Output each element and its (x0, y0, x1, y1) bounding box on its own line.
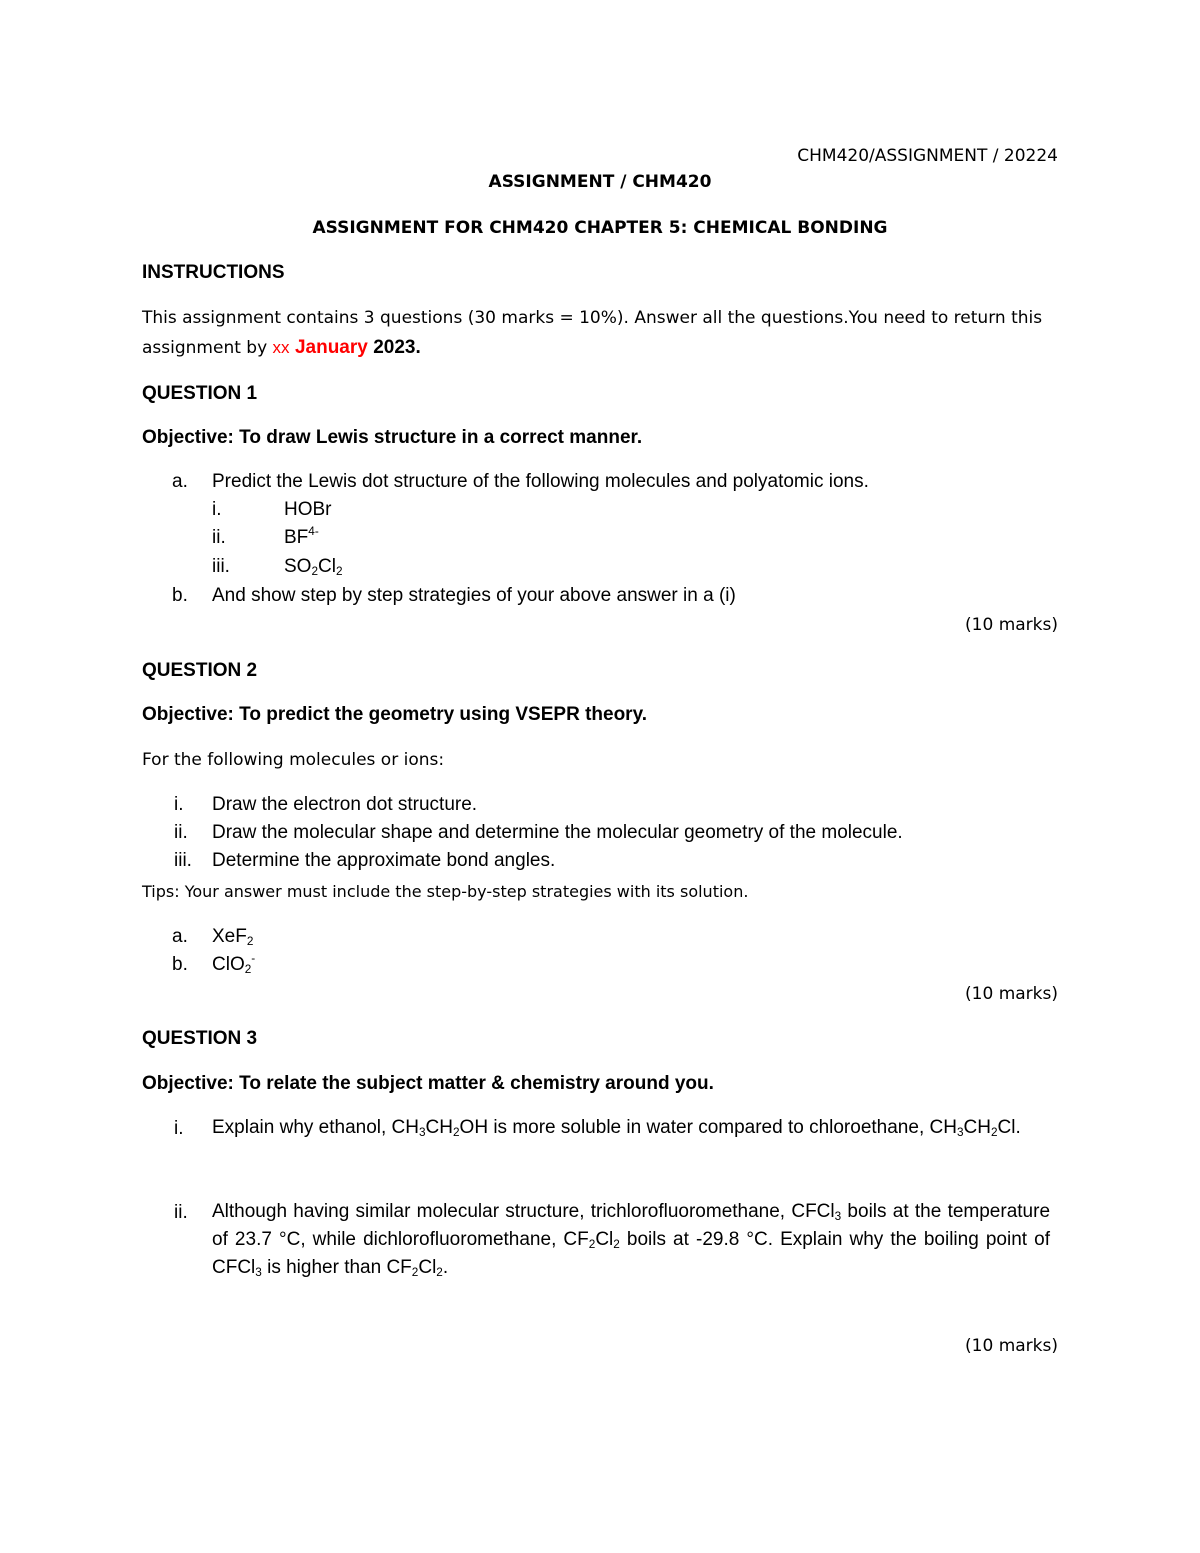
q2-intro: For the following molecules or ions: (142, 750, 445, 770)
q2-a-marker: a. (172, 926, 188, 947)
q1-a-marker: a. (172, 471, 188, 492)
q3-ii-text: Although having similar molecular structure, trichlorofluoromethane, CFCl$_3$ boils at the temperature of 23.7 °C, while dichlorofluoromethane, $CF_2Cl_2$ boils at -29.8 °C. Explain why the boiling point of CFCl$_3$ is higher than $CF_2Cl_2$. (212, 1201, 1051, 1279)
question-3-objective: Objective: To relate the subject matter & chemistry around you. (142, 1073, 714, 1094)
deadline-year: 2023. (373, 337, 421, 358)
q1-marks: (10 marks) (965, 615, 1058, 635)
page-header: CHM420/ASSIGNMENT / 20224 (797, 146, 1058, 166)
question-1-objective: Objective: To draw Lewis structure in a correct manner. (142, 427, 643, 448)
document-subtitle: ASSIGNMENT FOR CHM420 CHAPTER 5: CHEMICAL BONDING (312, 218, 888, 238)
q3-i-text: Explain why ethanol, $CH_3CH_2OH$ is more soluble in water compared to chloroethane, $CH_3CH_2Cl$. (212, 1117, 1021, 1139)
q1-item-1-marker: i. (212, 499, 222, 520)
document-title: ASSIGNMENT / CHM420 (488, 172, 712, 192)
q2-b-marker: b. (172, 954, 188, 975)
q2-step-1-text: Draw the electron dot structure. (212, 794, 478, 815)
q2-a-formula: XeF$_2$ (212, 926, 254, 948)
deadline-day: xx (272, 338, 290, 357)
question-3-heading: QUESTION 3 (142, 1028, 258, 1049)
question-2-objective: Objective: To predict the geometry using VSEPR theory. (142, 704, 648, 725)
q3-i-marker: i. (174, 1118, 184, 1139)
q2-step-1-marker: i. (174, 794, 184, 815)
q1-item-3-formula: $SO_2Cl_2$ (284, 556, 343, 578)
instructions-heading: INSTRUCTIONS (142, 262, 285, 283)
instructions-line-1: This assignment contains 3 questions (30 marks = 10%). Answer all the questions.You need to return this (142, 308, 1043, 328)
question-1-heading: QUESTION 1 (142, 383, 258, 404)
q2-step-3-text: Determine the approximate bond angles. (212, 850, 556, 871)
q1-b-text: And show step by step strategies of your above answer in a (i) (212, 585, 736, 606)
instructions-line-2 (142, 337, 421, 359)
q1-a-text: Predict the Lewis dot structure of the following molecules and polyatomic ions. (212, 471, 869, 492)
deadline-month: January (294, 337, 368, 358)
q2-marks: (10 marks) (965, 984, 1058, 1004)
q2-tips: Tips: Your answer must include the step-by-step strategies with its solution. (142, 882, 749, 901)
question-2-heading: QUESTION 2 (142, 660, 258, 681)
q2-b-formula: ClO$_2$- (212, 952, 256, 976)
q3-ii-marker: ii. (174, 1202, 188, 1223)
q2-step-2-marker: ii. (174, 822, 188, 843)
q1-item-3-marker: iii. (212, 556, 230, 577)
q2-step-2-text: Draw the molecular shape and determine the molecular geometry of the molecule. (212, 822, 903, 843)
q1-item-1-formula: HOBr (284, 499, 332, 520)
q1-item-2-formula: $BF^{4-}$ (284, 525, 319, 548)
q2-step-3-marker: iii. (174, 850, 192, 871)
q1-b-marker: b. (172, 585, 188, 606)
q1-item-2-marker: ii. (212, 527, 226, 548)
instructions-prefix: assignment by (142, 338, 268, 358)
q3-marks: (10 marks) (965, 1336, 1058, 1356)
